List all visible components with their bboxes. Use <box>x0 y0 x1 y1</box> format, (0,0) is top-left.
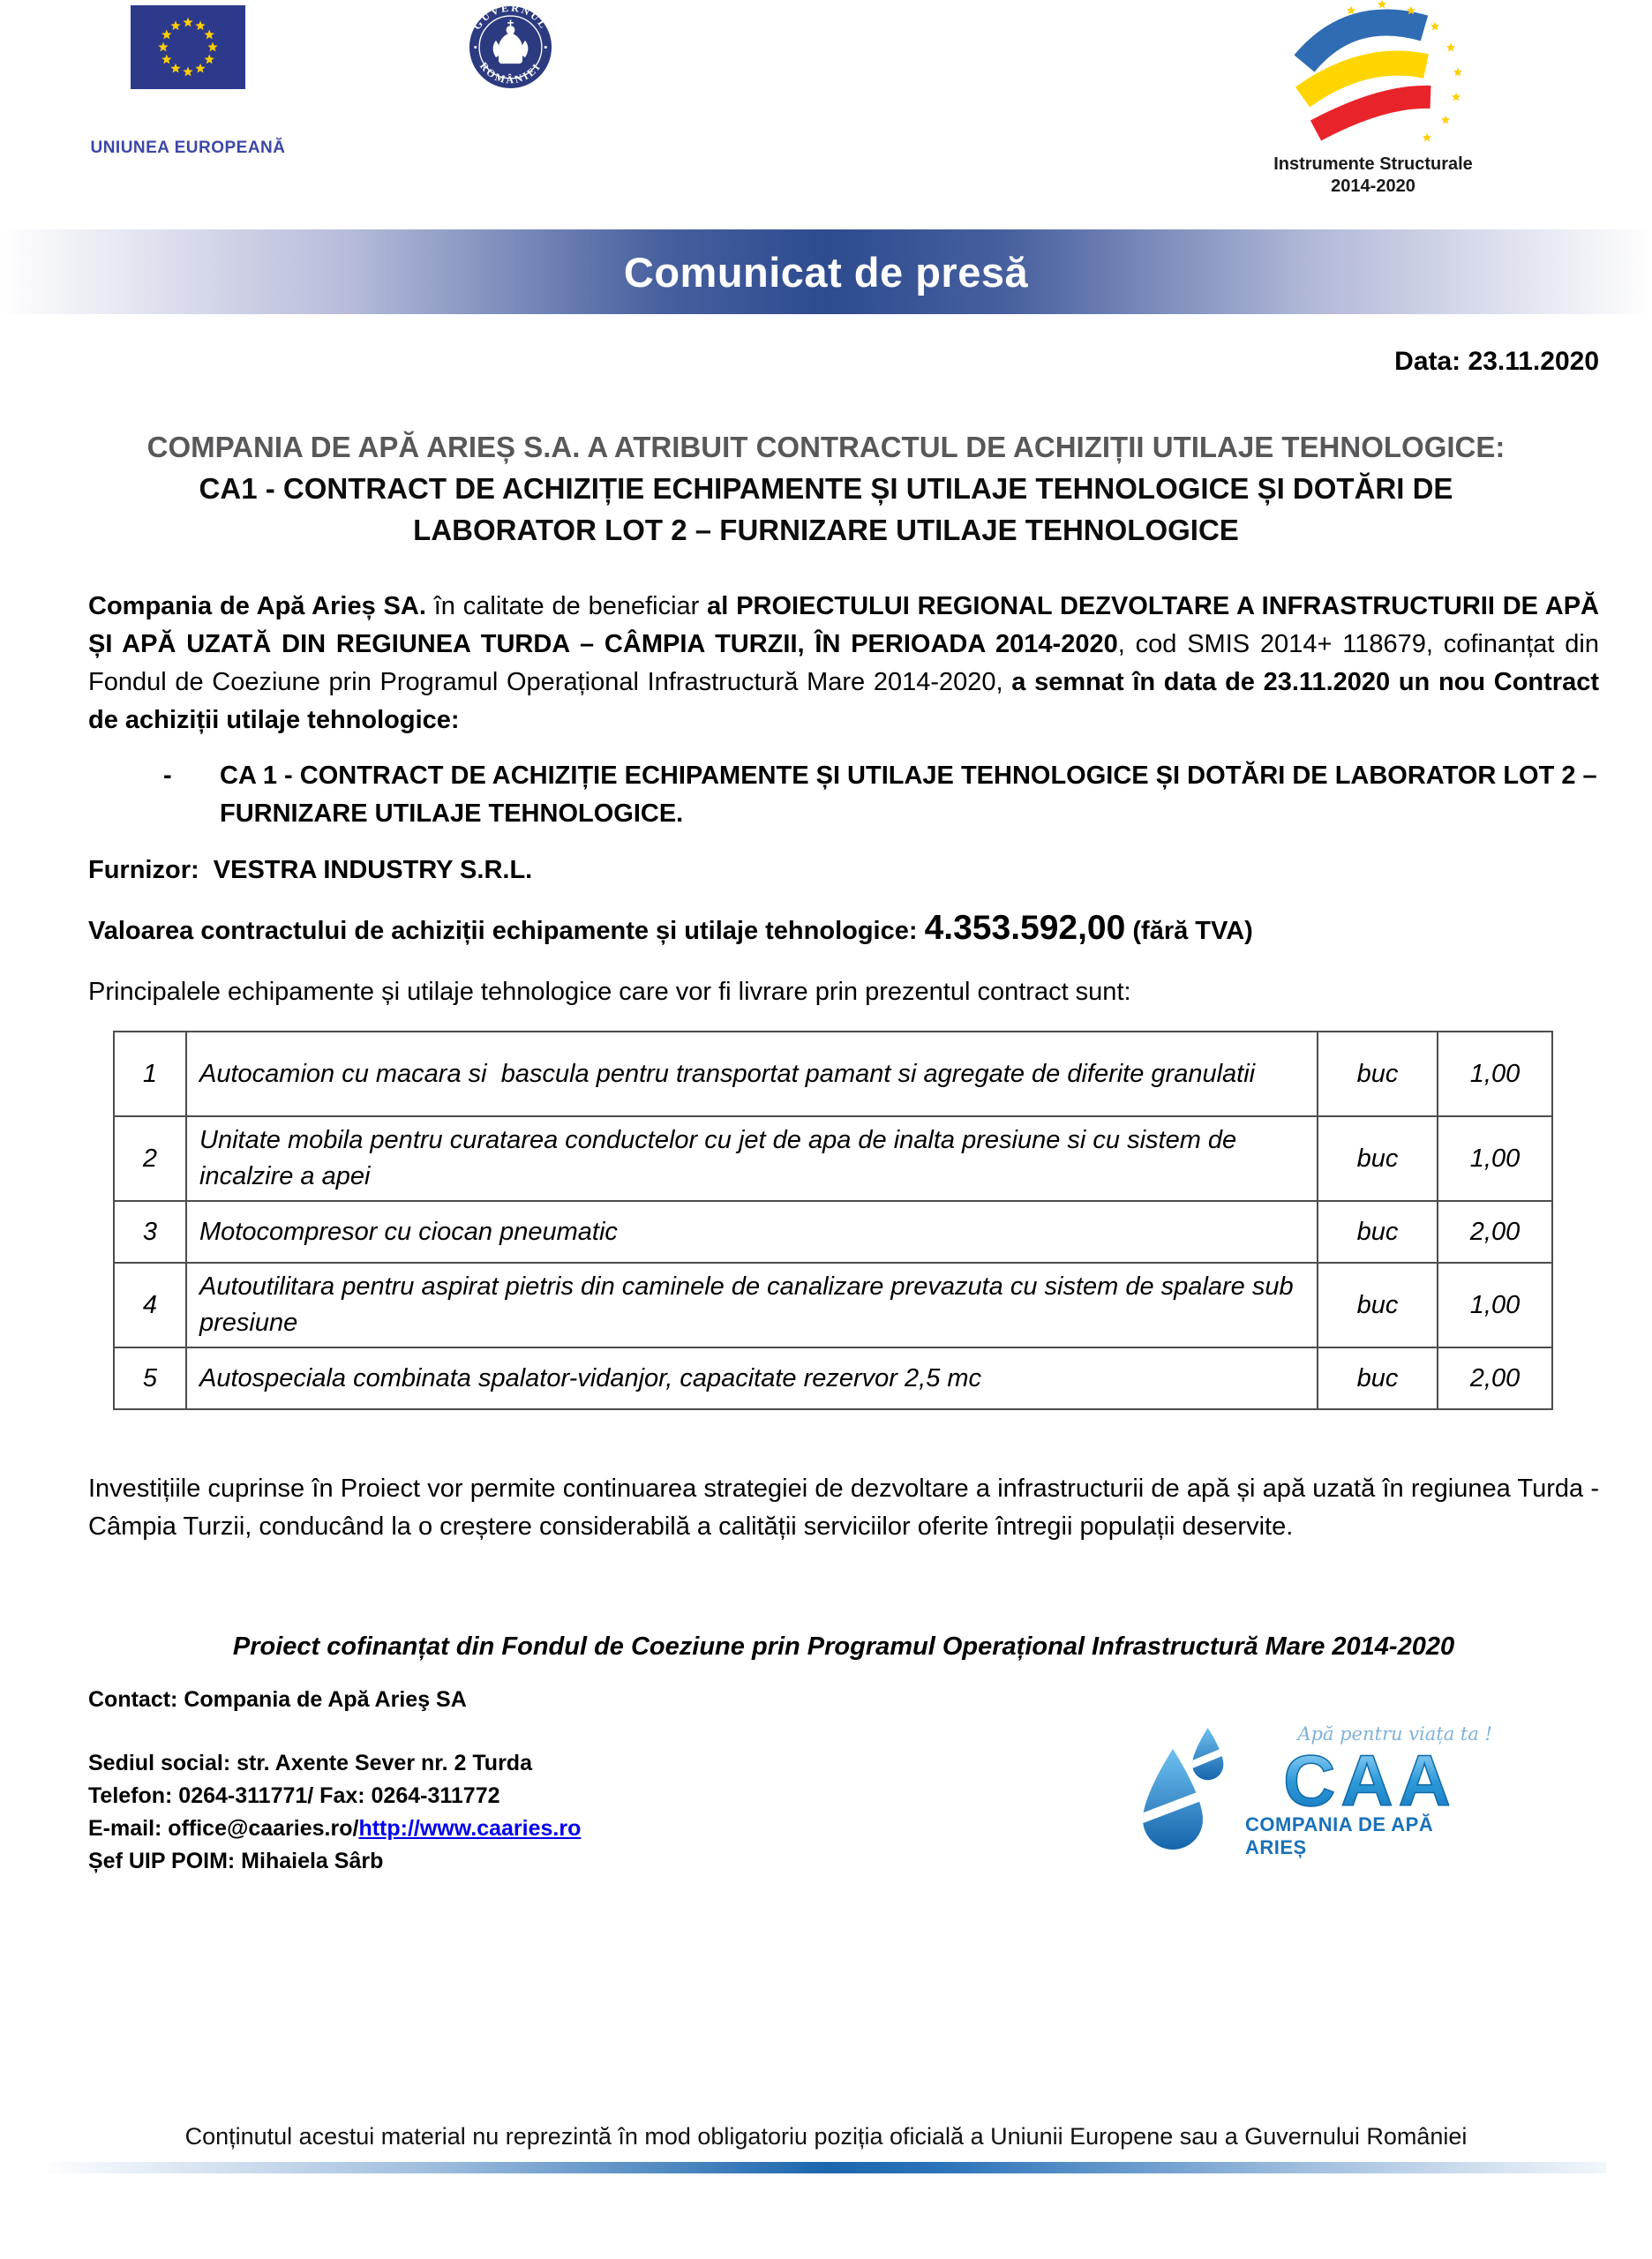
supplier-line: Furnizor: VESTRA INDUSTRY S.R.L. <box>88 856 533 884</box>
contact-chief: Șef UIP POIM: Mihaiela Sârb <box>88 1849 384 1873</box>
contact-phone: Telefon: 0264-311771/ Fax: 0264-311772 <box>88 1783 500 1808</box>
contact-heading: Contact: Compania de Apă Arieş SA <box>88 1687 467 1712</box>
bullet-marker: - <box>163 762 172 790</box>
contact-address: Sediul social: str. Axente Sever nr. 2 Turda <box>88 1751 532 1775</box>
table-row <box>114 1116 1552 1201</box>
equipment-table <box>113 1031 1553 1410</box>
value-amount: 4.353.592,00 <box>924 909 1126 947</box>
caa-acronym <box>1245 1745 1494 1814</box>
contact-block <box>88 1747 581 1878</box>
structural-caption-line1: Instrumente Structurale <box>1273 154 1473 174</box>
intro-seg3: al PROIECTULUI REGIONAL DEZVOLTARE A INFRASTRUCTURII DE APĂ ȘI APĂ UZATĂ DIN REGIUNEA TURDA – CÂMPIA TURZII, ÎN PERIOADA 2014-2020 <box>88 592 1599 658</box>
table-row <box>114 1263 1552 1347</box>
structural-caption-line2: 2014-2020 <box>1331 176 1415 196</box>
row-number-cell: 1 <box>114 1032 186 1116</box>
headline-line3: LABORATOR LOT 2 – FURNIZARE UTILAJE TEHNOLOGICE <box>413 514 1239 546</box>
gov-seal-top-text: GUVERNUL <box>470 4 551 33</box>
structural-instruments-swoosh-icon <box>1267 0 1479 152</box>
website-link[interactable]: http://www.caaries.ro <box>358 1816 582 1841</box>
contact-email-line <box>88 1812 581 1845</box>
headline-line2: CA1 - CONTRACT DE ACHIZIȚIE ECHIPAMENTE ȘI UTILAJE TEHNOLOGICE ȘI DOTĂRI DE <box>199 472 1453 505</box>
description-cell: Autospeciala combinata spalator-vidanjor, capacitate rezervor 2,5 mc <box>186 1347 1318 1409</box>
intro-seg5: a semnat în data de 23.11.2020 un nou Contract de achiziții utilaje tehnologice: <box>88 668 1599 734</box>
instrumente-structurale-logo <box>1264 0 1483 198</box>
row-number-cell: 2 <box>114 1116 186 1201</box>
eu-flag-logo <box>131 5 245 89</box>
cofinance-line: Proiect cofinanțat din Fondul de Coeziune prin Programul Operațional Infrastructură Mare 2014-2020 <box>232 1632 1455 1661</box>
contact-email-prefix: E-mail: office@caaries.ro/ <box>88 1816 359 1841</box>
quantity-cell: 1,00 <box>1438 1116 1552 1201</box>
quantity-cell: 1,00 <box>1438 1263 1552 1347</box>
unit-cell: buc <box>1318 1347 1438 1409</box>
romanian-government-seal <box>468 4 553 90</box>
gov-seal-bottom-text: ROMÂNIEI <box>477 59 544 86</box>
headline <box>35 426 1617 551</box>
table-row <box>114 1201 1552 1263</box>
intro-seg4: , cod SMIS 2014+ 118679, cofinanțat din Fondul de Coeziune prin Programul Operațional Infrastructură Mare 2014-2020, <box>88 630 1599 696</box>
quantity-cell: 2,00 <box>1438 1347 1552 1409</box>
unit-cell: buc <box>1318 1032 1438 1116</box>
value-suffix: (fără TVA) <box>1125 917 1253 945</box>
value-label: Valoarea contractului de achiziții echipamente și utilaje tehnologice: <box>88 917 925 945</box>
table-row <box>114 1347 1552 1409</box>
water-drops-icon <box>1141 1726 1243 1851</box>
svg-text:CAA: CAA <box>1283 1745 1456 1814</box>
description-cell: Autocamion cu macara si bascula pentru transportat pamant si agregate de diferite granulatii <box>186 1032 1318 1116</box>
headline-line1: COMPANIA DE APĂ ARIEȘ S.A. A ATRIBUIT CONTRACTUL DE ACHIZIȚII UTILAJE TEHNOLOGICE: <box>146 431 1506 463</box>
bullet-text: CA 1 - CONTRACT DE ACHIZIȚIE ECHIPAMENTE ȘI UTILAJE TEHNOLOGICE ȘI DOTĂRI DE LABORATOR LOT 2 – FURNIZARE UTILAJE TEHNOLOGICE. <box>220 762 1597 828</box>
table-intro: Principalele echipamente și utilaje tehnologice care vor fi livrare prin prezentul contract sunt: <box>88 978 1131 1006</box>
intro-seg2: în calitate de beneficiar <box>425 592 708 620</box>
description-cell: Autoutilitara pentru aspirat pietris din caminele de canalizare prevazuta cu sistem de spalare sub presiune <box>186 1263 1318 1347</box>
table-row <box>114 1032 1552 1116</box>
press-release-banner <box>0 229 1652 314</box>
intro-paragraph <box>88 588 1599 739</box>
date-line: Data: 23.11.2020 <box>1394 347 1599 376</box>
caa-slogan: Apă pentru viața ta ! <box>1297 1723 1492 1745</box>
investment-paragraph: Investițiile cuprinse în Proiect vor permite continuarea strategiei de dezvoltare a infrastructurii de apă și apă uzată în regiunea Turda - Câmpia Turzii, conducând la o creștere considerabilă a calității serviciilor oferite întregii populații deservite. <box>88 1475 1599 1541</box>
description-cell: Unitate mobila pentru curatarea conductelor cu jet de apa de inalta presiune si cu sistem de incalzire a apei <box>186 1116 1318 1201</box>
contract-value-line <box>88 909 1253 948</box>
footer-disclaimer: Conținutul acestui material nu reprezintă în mod obligatoriu poziția oficială a Uniunii Europene sau a Guvernului României <box>184 2123 1468 2150</box>
description-cell: Motocompresor cu ciocan pneumatic <box>186 1201 1318 1263</box>
caa-company-logo <box>1141 1722 1494 1858</box>
footer-gradient-rule <box>49 2162 1606 2173</box>
intro-seg1: Compania de Apă Arieș SA. <box>88 592 426 620</box>
caa-company-name: COMPANIA DE APĂ ARIEȘ <box>1245 1813 1434 1858</box>
caa-logo-text-block <box>1245 1722 1494 1859</box>
eu-flag-caption: UNIUNEA EUROPEANĂ <box>90 139 286 157</box>
quantity-cell: 2,00 <box>1438 1201 1552 1263</box>
row-number-cell: 3 <box>114 1201 186 1263</box>
contract-bullet <box>163 757 1597 833</box>
unit-cell: buc <box>1318 1116 1438 1201</box>
row-number-cell: 4 <box>114 1263 186 1347</box>
quantity-cell: 1,00 <box>1438 1032 1552 1116</box>
unit-cell: buc <box>1318 1263 1438 1347</box>
banner-title: Comunicat de presă <box>623 248 1029 296</box>
unit-cell: buc <box>1318 1201 1438 1263</box>
row-number-cell: 5 <box>114 1347 186 1409</box>
